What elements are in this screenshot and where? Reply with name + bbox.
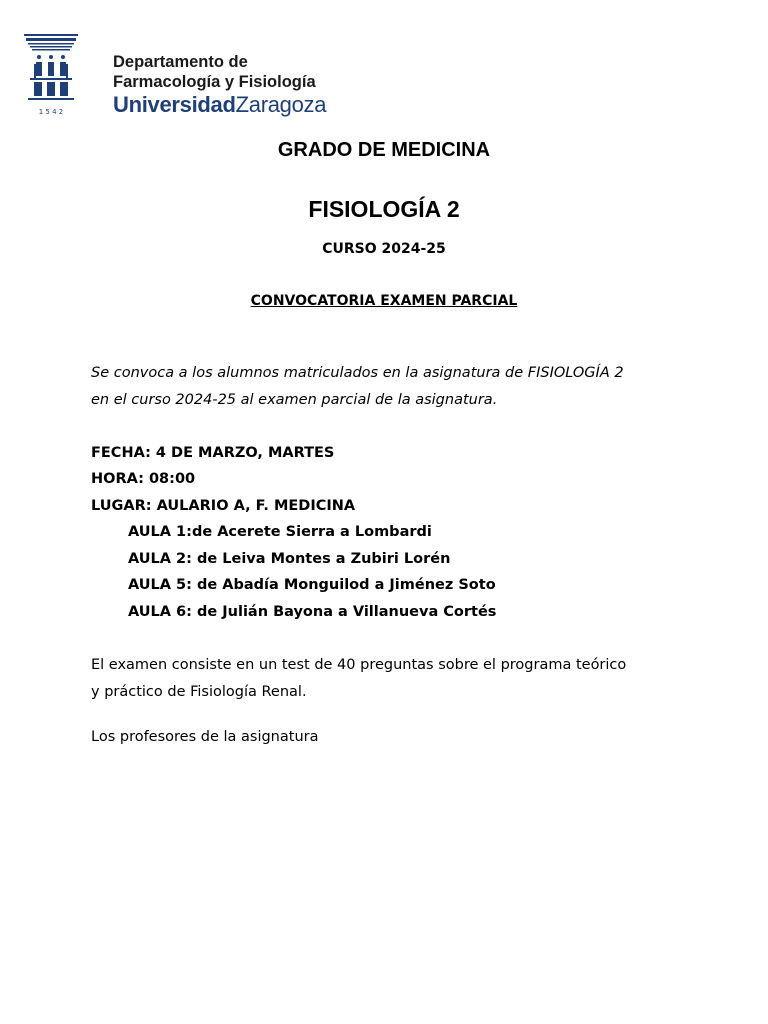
building-emblem-icon bbox=[22, 34, 80, 118]
classroom-item: AULA 5: de Abadía Monguilod a Jiménez Soto bbox=[128, 577, 496, 593]
university-name-light: Zaragoza bbox=[235, 92, 327, 117]
university-logo bbox=[22, 34, 80, 118]
exam-description bbox=[91, 652, 691, 706]
exam-call-heading: CONVOCATORIA EXAMEN PARCIAL bbox=[250, 293, 518, 309]
university-name-bold: Universidad bbox=[113, 92, 236, 117]
intro-line-2: en el curso 2024-25 al examen parcial de la asignatura. bbox=[91, 392, 498, 408]
degree-title: GRADO DE MEDICINA bbox=[277, 139, 491, 161]
exam-line-1: El examen consiste en un test de 40 preguntas sobre el programa teórico bbox=[91, 657, 627, 673]
exam-line-2: y práctico de Fisiología Renal. bbox=[91, 684, 307, 700]
intro-line-1: Se convoca a los alumnos matriculados en la asignatura de FISIOLOGÍA 2 bbox=[91, 365, 624, 381]
classroom-item: AULA 2: de Leiva Montes a Zubiri Lorén bbox=[128, 550, 451, 567]
department-line-2: Farmacología y Fisiología bbox=[113, 73, 316, 91]
classroom-item: AULA 6: de Julián Bayona a Villanueva Cortés bbox=[128, 603, 497, 620]
classroom-list bbox=[128, 519, 496, 625]
course-year: CURSO 2024-25 bbox=[322, 241, 446, 257]
exam-location: LUGAR: AULARIO A, F. MEDICINA bbox=[91, 498, 356, 514]
logo-year: 1 5 4 2 bbox=[38, 108, 64, 116]
exam-time: HORA: 08:00 bbox=[91, 471, 196, 487]
intro-paragraph bbox=[91, 360, 691, 414]
signature: Los profesores de la asignatura bbox=[91, 729, 319, 745]
department-name bbox=[113, 52, 316, 92]
university-name bbox=[113, 92, 326, 118]
subject-title: FISIOLOGÍA 2 bbox=[308, 196, 460, 222]
exam-date: FECHA: 4 DE MARZO, MARTES bbox=[91, 445, 335, 461]
classroom-item: AULA 1:de Acerete Sierra a Lombardi bbox=[128, 524, 432, 540]
department-line-1: Departamento de bbox=[113, 53, 248, 71]
